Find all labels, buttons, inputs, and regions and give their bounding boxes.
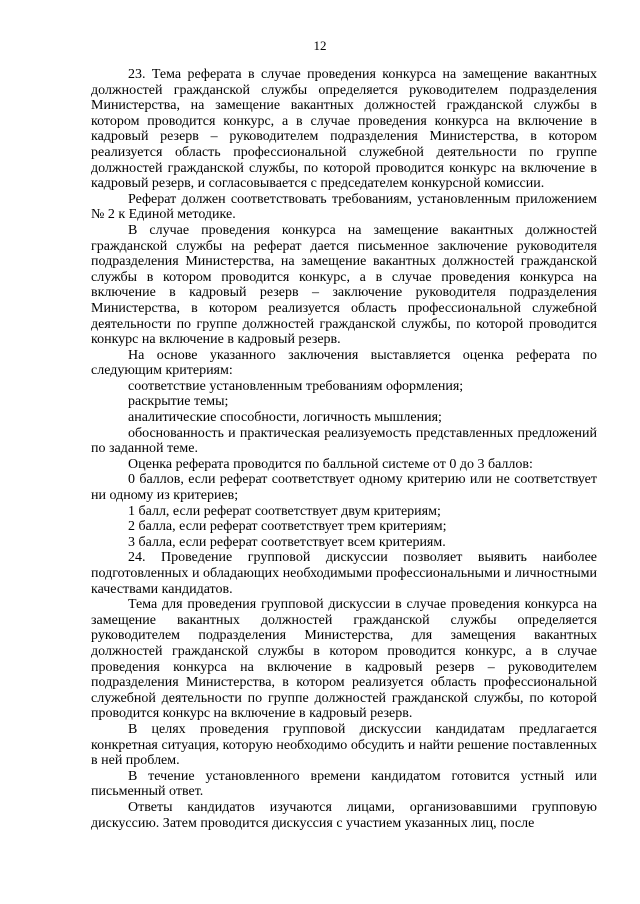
criterion-feasibility: обоснованность и практическая реализуемость представленных предложений по заданной теме. [91, 425, 597, 457]
paragraph-scoring-intro: Оценка реферата проводится по балльной системе от 0 до 3 баллов: [128, 456, 533, 472]
score-0: 0 баллов, если реферат соответствует одному критерию или не соответствует ни одному из критериев; [91, 472, 597, 504]
criterion-analytics: аналитические способности, логичность мышления; [128, 410, 442, 426]
paragraph-criteria-intro: На основе указанного заключения выставляется оценка реферата по следующим критериям: [91, 347, 597, 379]
paragraph-24-discussion: 24. Проведение групповой дискуссии позволяет выявить наиболее подготовленных и обладающих необходимыми профессиональными и личностными качествами кандидатов. [91, 550, 597, 597]
paragraph-answer-preparation: В течение установленного времени кандидатом готовится устный или письменный ответ. [91, 768, 597, 800]
page-number: 12 [313, 38, 327, 53]
paragraph-answers-review: Ответы кандидатов изучаются лицами, организовавшими групповую дискуссию. Затем проводится дискуссия с участием указанных лиц, после [91, 799, 597, 831]
paragraph-discussion-topic: Тема для проведения групповой дискуссии в случае проведения конкурса на замещение вакантных должностей гражданской службы определяется руководителем подразделения Министерства, для замещения вакантных должностей гражданской службы в котором проводится конкурс, а в случае проведения конкурса на включение в кадровый резерв – руководителем подразделения Министерства, в котором реализуется область профессиональной служебной деятельности по группе должностей гражданской службы, по которой проводится конкурс на включение в кадровый резерв. [91, 597, 597, 722]
criterion-formatting: соответствие установленным требованиям оформления; [128, 378, 464, 394]
paragraph-23-topic: 23. Тема реферата в случае проведения конкурса на замещение вакантных должностей гражданской службы определяется руководителем подразделения Министерства, на замещение вакантных должностей гражданской службы в котором проводится конкурс, а в случае проведения конкурса на включение в кадровый резерв – руководителем подразделения Министерства, в котором реализуется область профессиональной служебной деятельности по группе должностей гражданской службы, по которой проводится конкурс на включение в кадровый резерв, и согласовывается с председателем конкурсной комиссии. [91, 67, 597, 192]
paragraph-requirements: Реферат должен соответствовать требованиям, установленным приложением № 2 к Единой методике. [91, 191, 597, 223]
score-1: 1 балл, если реферат соответствует двум критериям; [128, 503, 441, 519]
paragraph-discussion-situation: В целях проведения групповой дискуссии кандидатам предлагается конкретная ситуация, которую необходимо обсудить и найти решение поставленных в ней проблем. [91, 721, 597, 769]
criterion-topic-coverage: раскрытие темы; [128, 394, 229, 410]
document-body [91, 67, 597, 831]
paragraph-conclusion: В случае проведения конкурса на замещение вакантных должностей гражданской службы на реферат дается письменное заключение руководителя подразделения Министерства, на замещение вакантных должностей гражданской службы в котором проводится конкурс, а в случае проведения конкурса на включение в кадровый резерв – заключение руководителя подразделения Министерства, в котором реализуется область профессиональной служебной деятельности по группе должностей гражданской службы, по которой проводится конкурс на включение в кадровый резерв. [91, 222, 597, 348]
score-2: 2 балла, если реферат соответствует трем критериям; [128, 519, 447, 535]
score-3: 3 балла, если реферат соответствует всем критериям. [128, 534, 446, 550]
